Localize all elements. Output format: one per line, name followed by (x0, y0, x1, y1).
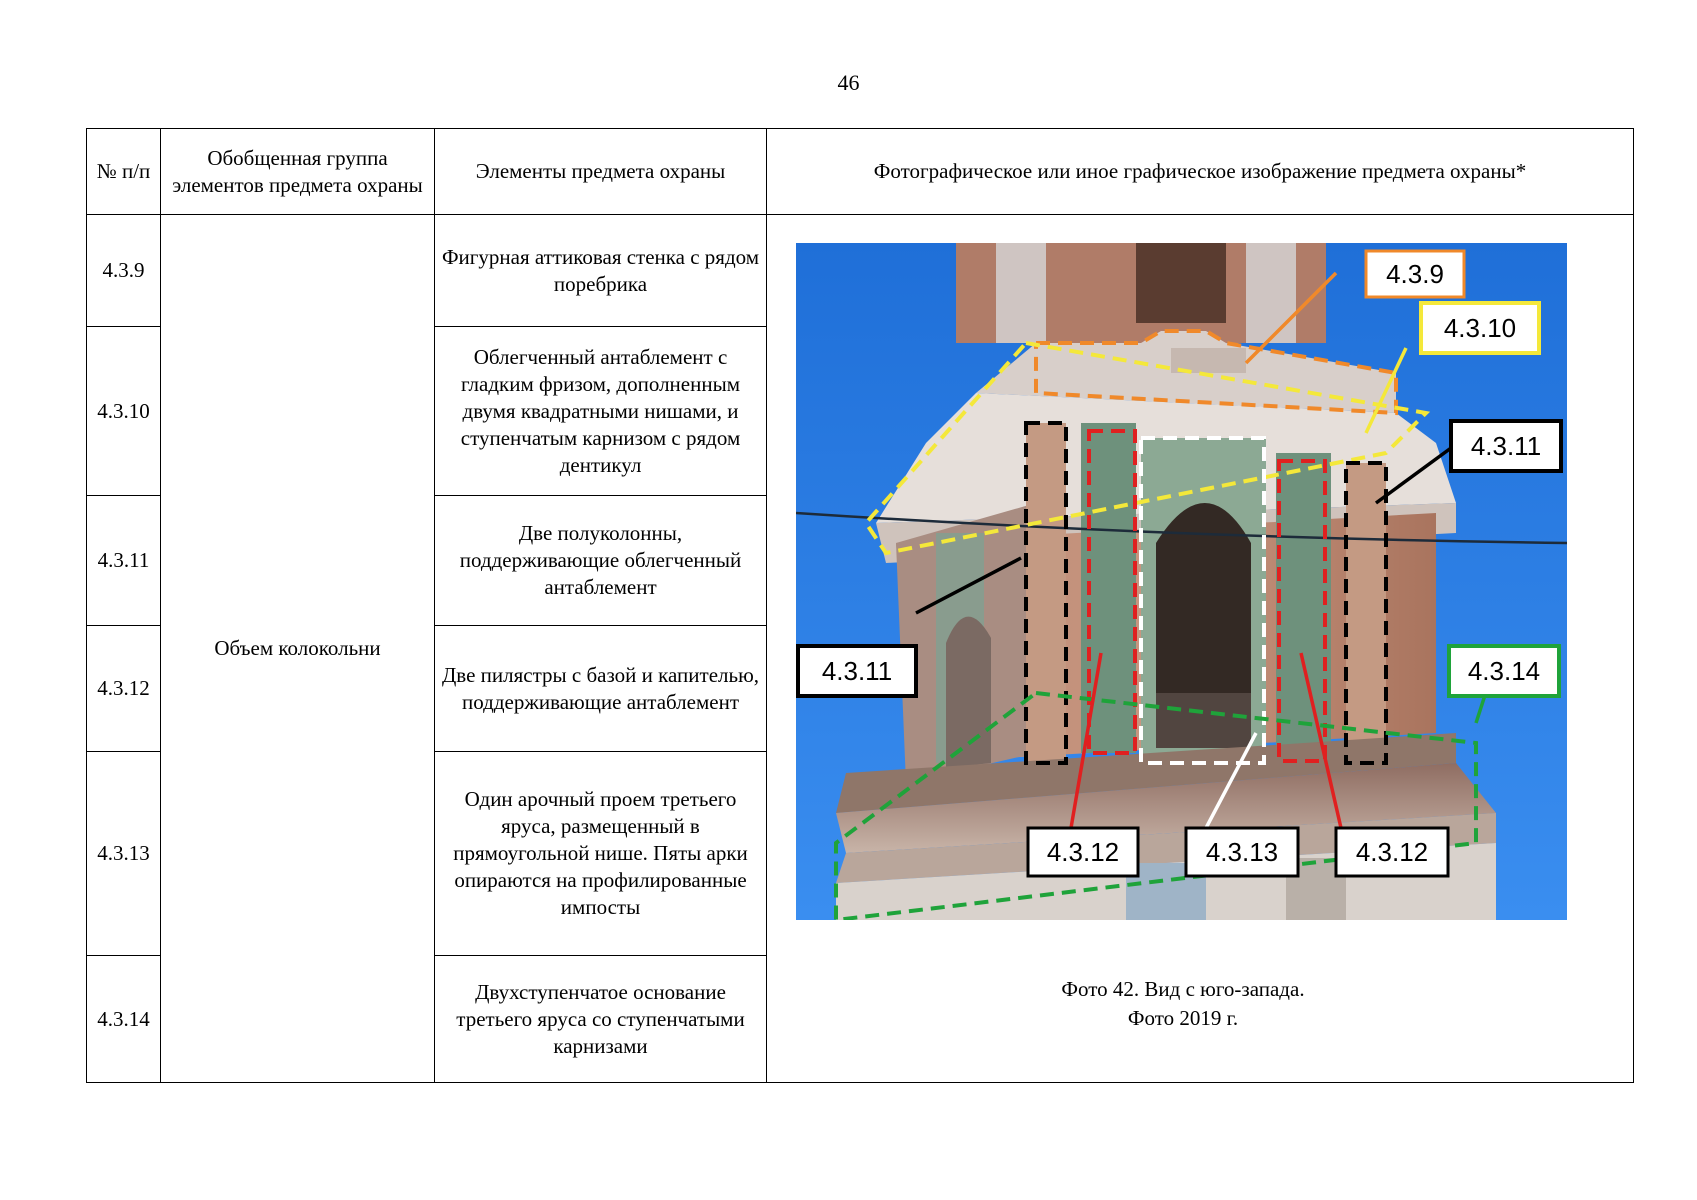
header-elements: Элементы предмета охраны (435, 129, 767, 215)
row-number: 4.3.14 (87, 956, 161, 1083)
label-4-3-10: 4.3.10 (1443, 313, 1517, 343)
row-number: 4.3.11 (87, 496, 161, 626)
photo-caption (767, 975, 1599, 1033)
element-cell: Две полуколонны, поддерживающие облегченный антаблемент (435, 496, 767, 626)
header-group: Обобщенная группа элементов предмета охраны (161, 129, 435, 215)
label-4-3-14: 4.3.14 (1467, 656, 1541, 686)
page-number: 46 (837, 70, 860, 95)
label-4-3-11-right: 4.3.11 (1470, 431, 1542, 461)
bell-tower-photo (796, 243, 1567, 920)
label-4-3-11-left: 4.3.11 (821, 656, 893, 686)
label-4-3-9: 4.3.9 (1386, 259, 1444, 289)
element-cell: Две пилястры с базой и капителью, поддерживающие антаблемент (435, 626, 767, 752)
label-4-3-12-right: 4.3.12 (1355, 837, 1429, 867)
protection-table (86, 128, 1634, 1083)
row-number: 4.3.9 (87, 215, 161, 327)
header-image: Фотографическое или иное графическое изображение предмета охраны* (767, 129, 1634, 215)
element-cell: Фигурная аттиковая стенка с рядом поребрика (435, 215, 767, 327)
caption-line-1: Фото 42. Вид с юго-запада. (1061, 977, 1305, 1001)
element-cell: Один арочный проем третьего яруса, размещенный в прямоугольной нише. Пяты арки опираются на профилированные импосты (435, 752, 767, 956)
table-row (87, 215, 1634, 327)
row-number: 4.3.12 (87, 626, 161, 752)
element-cell: Облегченный антаблемент с гладким фризом, дополненным двумя квадратными нишами, и ступенчатым карнизом с рядом дентикул (435, 327, 767, 496)
label-4-3-13: 4.3.13 (1205, 837, 1279, 867)
caption-line-2: Фото 2019 г. (1127, 1006, 1239, 1030)
header-num: № п/п (87, 129, 161, 215)
photo-cell (767, 215, 1634, 1083)
table-header-row (87, 129, 1634, 215)
row-number: 4.3.10 (87, 327, 161, 496)
label-4-3-12-left: 4.3.12 (1046, 837, 1120, 867)
group-cell: Объем колокольни (161, 215, 435, 1083)
row-number: 4.3.13 (87, 752, 161, 956)
element-cell: Двухступенчатое основание третьего яруса со ступенчатыми карнизами (435, 956, 767, 1083)
